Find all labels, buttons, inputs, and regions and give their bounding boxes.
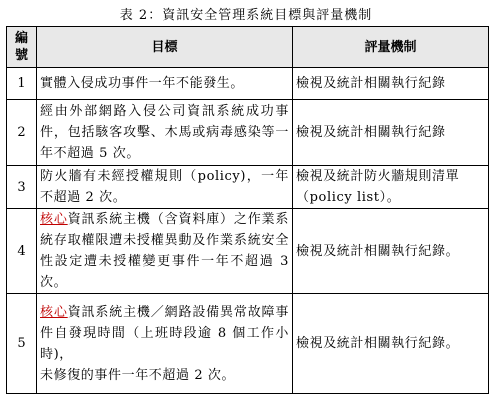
goal-keyword: 核心 [40,304,68,320]
header-row [7,27,489,68]
goal-text: 資訊系統主機（含資料庫）之作業系統存取權限遭未授權異動及作業系統安全性設定遭未授權變更事件一年不超過 3 次。 [40,212,289,290]
row-number: 3 [7,166,37,209]
table-row [7,68,489,100]
row-eval: 檢視及統計相關執行紀錄。 [293,294,489,394]
goal-text: 未修復的事件一年不超過 2 次。 [40,367,236,383]
row-number: 4 [7,209,37,294]
row-goal [37,68,293,100]
row-goal [37,209,293,294]
table-row [7,209,489,294]
row-eval: 檢視及統計相關執行紀錄 [293,100,489,166]
row-eval: 檢視及統計相關執行紀錄。 [293,209,489,294]
row-eval: 檢視及統計防火牆規則清單（policy list）。 [293,166,489,209]
goal-text: 資訊系統主機／網路設備異常故障事件自發現時間（上班時段逾 8 個工作小時)， [40,304,289,362]
row-eval: 檢視及統計相關執行紀錄 [293,68,489,100]
header-number-line2: 號 [14,48,28,63]
objectives-table [6,26,489,394]
table-body [7,68,489,394]
table-row [7,294,489,394]
goal-text: 經由外部網路入侵公司資訊系統成功事件，包括駭客攻擊、木馬或病毒感染等一年不超過 5 次。 [40,104,289,161]
row-goal [37,100,293,166]
row-number: 5 [7,294,37,394]
header-eval: 評量機制 [293,27,489,68]
goal-text: 防火牆有未經授權規則（policy)，一年不超過 2 次。 [40,169,289,205]
goal-text: 實體入侵成功事件一年不能發生。 [40,76,245,91]
table-caption: 表 2：資訊安全管理系統目標與評量機制 [119,8,373,23]
row-number: 2 [7,100,37,166]
header-goal: 目標 [37,27,293,68]
row-number: 1 [7,68,37,100]
table-row [7,100,489,166]
table-row [7,166,489,209]
row-goal [37,294,293,394]
header-number-line1: 編 [14,31,28,46]
goal-keyword: 核心 [40,212,68,227]
header-number [7,27,37,68]
row-goal [37,166,293,209]
